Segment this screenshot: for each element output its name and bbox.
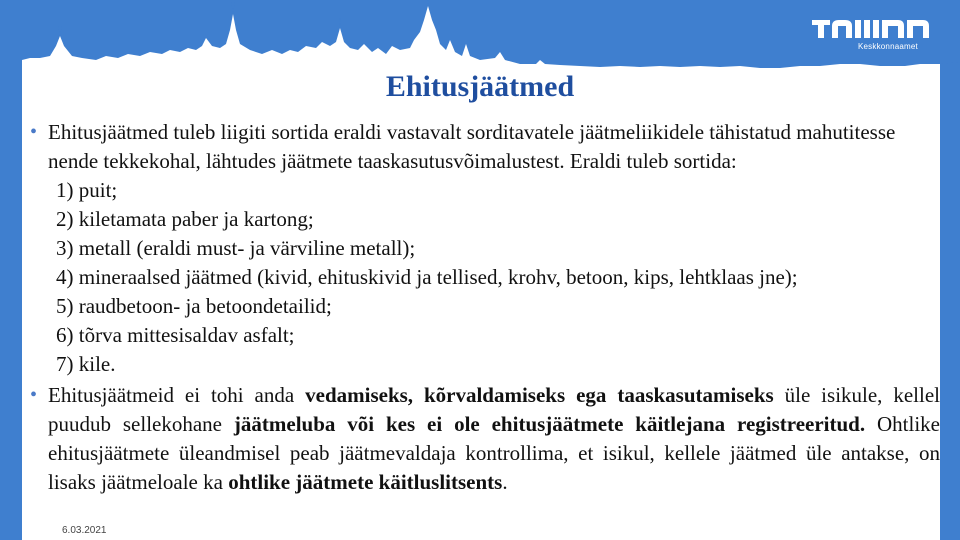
logo-subtitle: Keskkonnaamet <box>858 42 918 51</box>
bullet-transfer-text <box>48 381 940 497</box>
tallinn-logo <box>812 18 934 58</box>
bullet-sorting <box>30 118 940 379</box>
slide-date: 6.03.2021 <box>62 525 107 536</box>
bullet-dot-icon: • <box>30 384 38 406</box>
bold-text-run: ohtlike jäätmete käitluslitsents <box>228 470 503 494</box>
list-item: 7) kile. <box>56 352 116 376</box>
text-run: Ehitusjäätmeid ei tohi anda <box>48 383 306 407</box>
list-item: 3) metall (eraldi must- ja värviline metall); <box>56 236 416 260</box>
text-run: Ohtlike ehitusjäätmete üleandmisel peab jäätmevaldaja kontrollima, et isikul, kellele jäätmed üle antakse, on lisaks jäätmeloale ka <box>48 412 940 494</box>
bold-text-run: vedamiseks, kõrvaldamiseks ega taaskasutamiseks <box>305 383 774 407</box>
text-run: üle isikule, kellel puudub sellekohane <box>48 383 940 436</box>
bullet-intro-text: Ehitusjäätmed tuleb liigiti sortida eraldi vastavalt sorditavatele jäätmeliikidele tähistatud mahutitesse nende tekkekohal, lähtudes jäätmete taaskasutusvõimalustest. Eraldi tuleb sortida: <box>48 120 896 173</box>
list-item: 5) raudbetoon- ja betoondetailid; <box>56 294 332 318</box>
slide-title: Ehitusjäätmed <box>385 70 575 103</box>
bold-text-run: jäätmeluba või kes ei ole ehitusjäätmete käitlejana registreeritud. <box>233 412 866 436</box>
bullet-transfer-rules <box>30 381 940 497</box>
list-item: 4) mineraalsed jäätmed (kivid, ehituskivid ja tellised, krohv, betoon, kips, lehtklaas jne); <box>56 265 798 289</box>
list-item: 1) puit; <box>56 178 118 202</box>
list-item: 2) kiletamata paber ja kartong; <box>56 207 314 231</box>
bullet-dot-icon: • <box>30 121 38 143</box>
list-item: 6) tõrva mittesisaldav asfalt; <box>56 323 295 347</box>
slide-content <box>30 118 940 497</box>
text-run: . <box>502 470 508 494</box>
